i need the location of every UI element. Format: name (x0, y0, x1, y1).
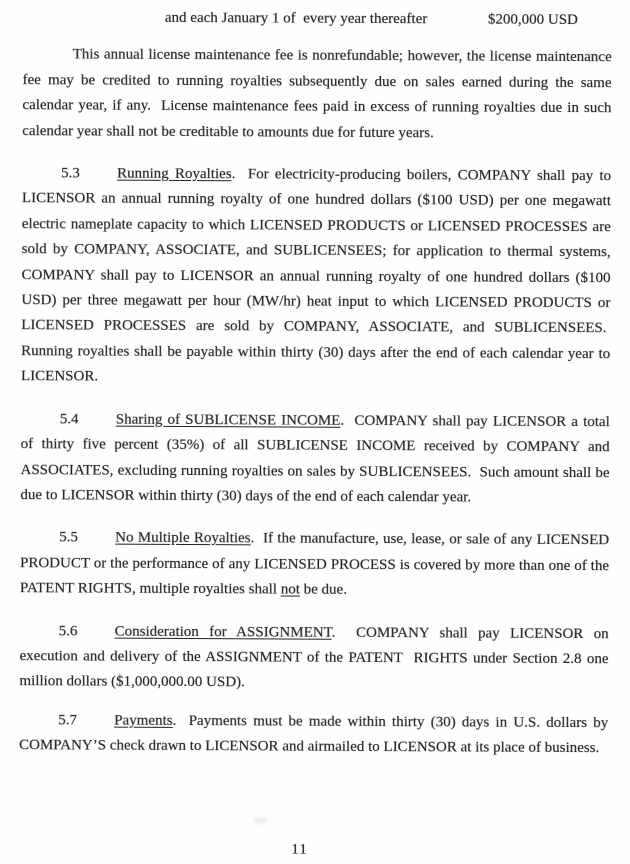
fee-amount: $200,000 USD (487, 11, 578, 29)
section-body: . COMPANY shall pay LICENSOR on execution and delivery of the ASSIGNMENT of the PATENT RIGHTS under Section 2.8 one million dollars ($1,000,000.00 USD). (19, 624, 609, 691)
section-5-5 (20, 525, 609, 604)
section-body-end: be due. (299, 581, 348, 598)
section-number: 5.7 (58, 712, 78, 729)
scan-artifact (585, 52, 597, 57)
scan-artifact (597, 562, 605, 567)
section-5-6 (19, 619, 608, 698)
section-number: 5.4 (59, 411, 79, 428)
section-body: . If the manufacture, use, lease, or sale of any LICENSED PRODUCT or the performance of any LICENSED PROCESS is covered by more than one of the PATENT RIGHTS, multiple royalties shall (19, 530, 610, 598)
section-body: . For electricity-producing boilers, COMPANY shall pay to LICENSOR an annual running royalty of one hundred dollars ($100 USD) per one megawatt electric nameplate capacity to which LICENSED PRODUCTS or LICENSED PROCESSES are sold by COMPANY, ASSOCIATE, and SUBLICENSEES; for application to thermal systems, COMPANY shall pay to LICENSOR an annual running royalty of one hundred dollars ($100 USD) per three megawatt per hour (MW/hr) heat input to which LICENSED PRODUCTS or LICENSED PROCESSES are sold by COMPANY, ASSOCIATE, and SUBLICENSEES. Running royalties shall be payable within thirty (30) days after the end of each calendar year to LICENSOR. (20, 166, 612, 385)
fee-schedule-line (23, 5, 612, 33)
fee-schedule-text: and each January 1 of every year thereafter (164, 9, 428, 28)
intro-paragraph: This annual license maintenance fee is nonrefundable; however, the license maintenance fee may be credited to running royalties subsequently due on sales earned during the same calendar year, if any. License maintenance fees paid in excess of running royalties due in such calendar year shall not be creditable to amounts due for future years. (22, 46, 612, 141)
section-heading: Consideration for ASSIGNMENT (114, 623, 332, 641)
section-5-4 (20, 407, 610, 512)
page-number: 11 (291, 841, 308, 858)
section-number: 5.5 (59, 529, 78, 546)
underlined-word-not: not (280, 581, 300, 598)
section-heading: Sharing of SUBLICENSE INCOME (115, 411, 341, 429)
section-5-3 (21, 161, 611, 393)
section-5-7 (19, 708, 608, 762)
section-body: . COMPANY shall pay LICENSOR a total of thirty five percent (35%) of all SUBLICENSE INCOME received by COMPANY and ASSOCIATES, excluding running royalties on sales by SUBLICENSEES. Such amount shall be due to LICENSOR within thirty (30) days of the end of each calendar year. (20, 412, 610, 506)
section-number: 5.3 (61, 165, 80, 182)
section-heading: Running Royalties (117, 165, 232, 183)
section-body: . Payments must be made within thirty (30) days in U.S. dollars by COMPANY’S check drawn to LICENSOR and airmailed to LICENSOR at its place of business. (19, 712, 609, 757)
section-heading: No Multiple Royalties (115, 529, 251, 547)
section-heading: Payments (114, 712, 173, 729)
section-number: 5.6 (58, 622, 78, 639)
scan-artifact (254, 817, 268, 823)
